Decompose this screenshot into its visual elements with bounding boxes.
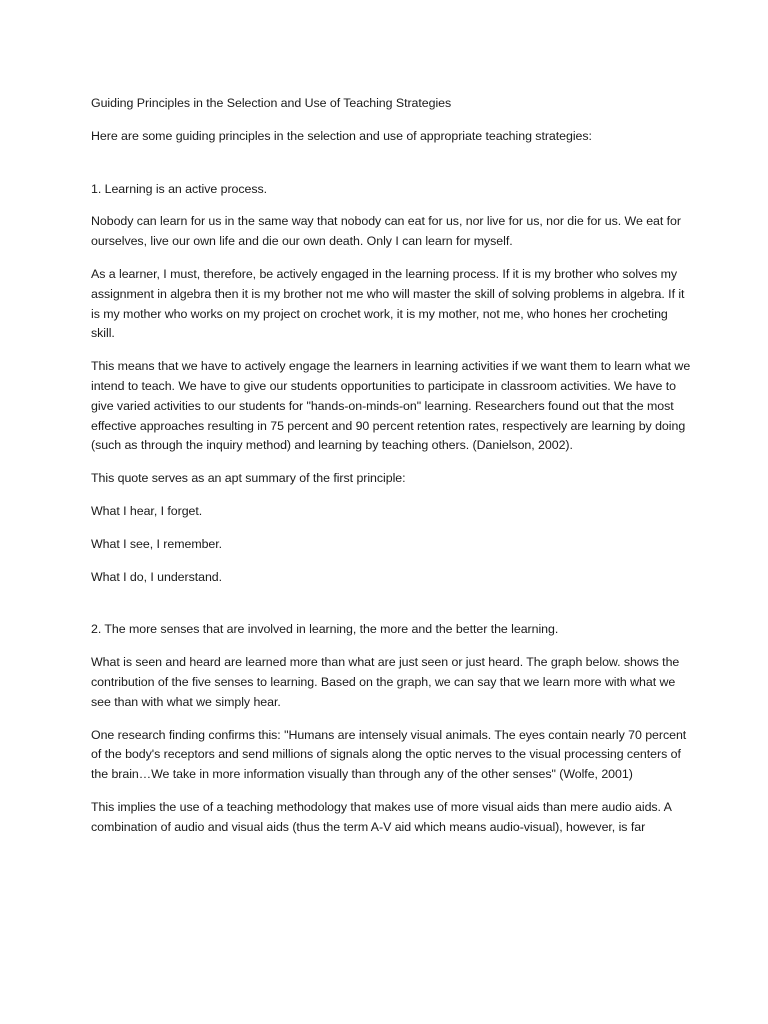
section2-paragraph-1: What is seen and heard are learned more than what are just seen or just heard. The graph below. shows the contribution of the five senses to learning. Based on the graph, we can say that we learn more with what we see than with what we simply hear. (91, 655, 680, 709)
document-page (91, 94, 691, 851)
section2-paragraph-2: One research finding confirms this: "Humans are intensely visual animals. The eyes contain nearly 70 percent of the body's receptors and send millions of signals along the optic nerves to the visual processing centers of the brain…We take in more information visually than through any of the other senses" (Wolfe, 2001) (91, 727, 687, 782)
document-title: Guiding Principles in the Selection and Use of Teaching Strategies (91, 96, 452, 110)
quote-line-1: What I hear, I forget. (91, 503, 203, 518)
section2-paragraph-3: This implies the use of a teaching methodology that makes use of more visual aids than mere audio aids. A combination of audio and visual aids (thus the term A-V aid which means audio-visual), however, is far (91, 799, 672, 834)
quote-line-2: What I see, I remember. (91, 536, 223, 551)
section1-paragraph-1: Nobody can learn for us in the same way that nobody can eat for us, nor live for us, nor die for us. We eat for ourselves, live our own life and die our own death. Only I can learn for myself. (91, 214, 681, 249)
quote-line-3: What I do, I understand. (91, 569, 223, 584)
section-spacer (91, 600, 691, 620)
section1-heading: 1. Learning is an active process. (91, 181, 268, 196)
section-spacer (91, 160, 691, 180)
section1-paragraph-3: This means that we have to actively engage the learners in learning activities if we want them to learn what we intend to teach. We have to give our students opportunities to participate in classroom activities. We have to give varied activities to our students for "hands-on-minds-on" learning. Researchers found out that the most effective approaches resulting in 75 percent and 90 percent retention rates, respectively are learning by doing (such as through the inquiry method) and learning by teaching others. (Danielson, 2002). (91, 359, 691, 453)
section1-paragraph-2: As a learner, I must, therefore, be actively engaged in the learning process. If it is my brother who solves my assignment in algebra then it is my brother not me who will master the skill of solving problems in algebra. If it is my mother who works on my project on crochet work, it is my mother, not me, who hones her crocheting skill. (91, 266, 685, 341)
intro-paragraph: Here are some guiding principles in the selection and use of appropriate teaching strategies: (91, 128, 592, 143)
section1-paragraph-4: This quote serves as an apt summary of the first principle: (91, 471, 406, 486)
section2-heading: 2. The more senses that are involved in learning, the more and the better the learning. (91, 622, 559, 637)
